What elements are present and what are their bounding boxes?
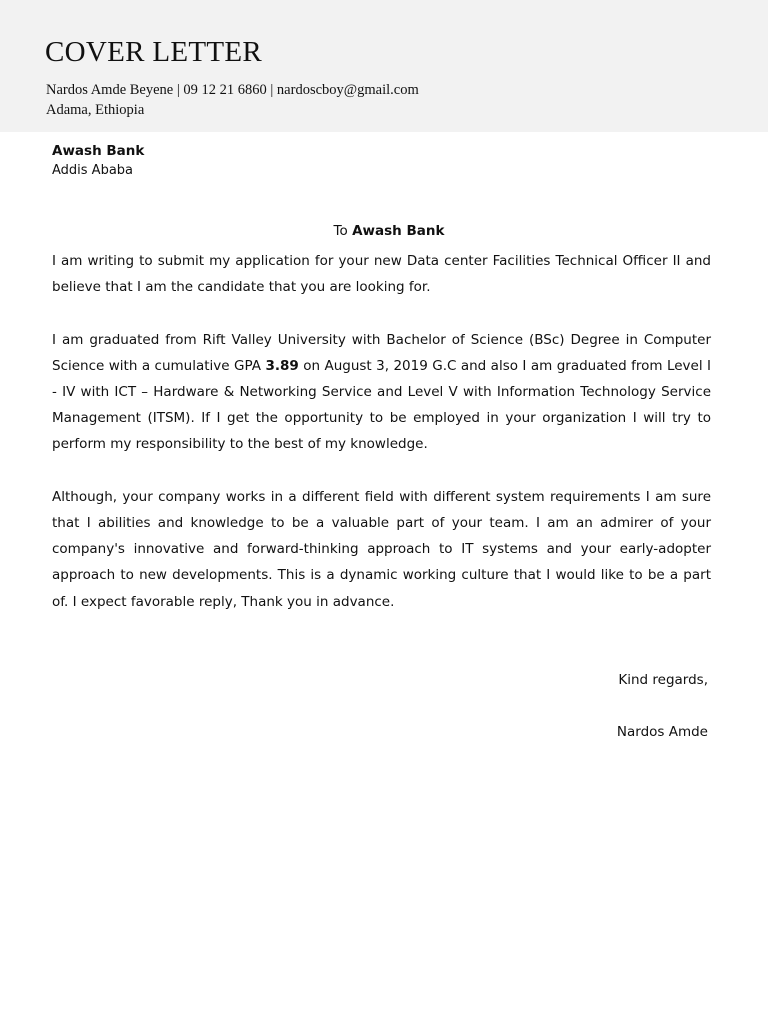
paragraph-education	[52, 327, 711, 458]
recipient-name: Awash Bank	[52, 143, 145, 159]
signature-name: Nardos Amde	[616, 724, 708, 740]
letter-body	[52, 248, 711, 641]
location-line: Adama, Ethiopia	[46, 102, 145, 118]
greeting-prefix: To	[333, 223, 348, 239]
education-text-start: I am graduated from Rift Valley University with Bachelor of Science (BSc) Degree in Computer Science with a cumulative GPA	[52, 331, 711, 374]
contact-block	[46, 80, 419, 120]
recipient-city: Addis Ababa	[52, 163, 134, 178]
recipient-block	[52, 141, 144, 181]
page-title: COVER LETTER	[45, 36, 263, 68]
education-text-end: on August 3, 2019 G.C and also I am graduated from Level I - IV with ICT – Hardware & Networking Service and Level V with Information Technology Service Management (ITSM). If I get the opportunity to be employed in your organization I will try to perform my responsibility to the best of my knowledge.	[52, 357, 711, 453]
paragraph-intro: I am writing to submit my application for your new Data center Facilities Technical Officer II and believe that I am the candidate that you are looking for.	[52, 253, 711, 296]
paragraph-motivation: Although, your company works in a different field with different system requirements I am sure that I abilities and knowledge to be a valuable part of your team. I am an admirer of your company's innovative and forward-thinking approach to IT systems and your early-adopter approach to new developments. This is a dynamic working culture that I would like to be a part of. I expect favorable reply, Thank you in advance.	[52, 488, 711, 610]
contact-line: Nardos Amde Beyene | 09 12 21 6860 | nardoscboy@gmail.com	[46, 82, 419, 98]
letter-header	[0, 0, 768, 132]
closing-regards: Kind regards,	[618, 672, 708, 688]
greeting-name: Awash Bank	[352, 223, 445, 239]
greeting-line	[0, 222, 768, 240]
closing-block	[617, 670, 708, 742]
gpa-value: 3.89	[265, 357, 299, 374]
